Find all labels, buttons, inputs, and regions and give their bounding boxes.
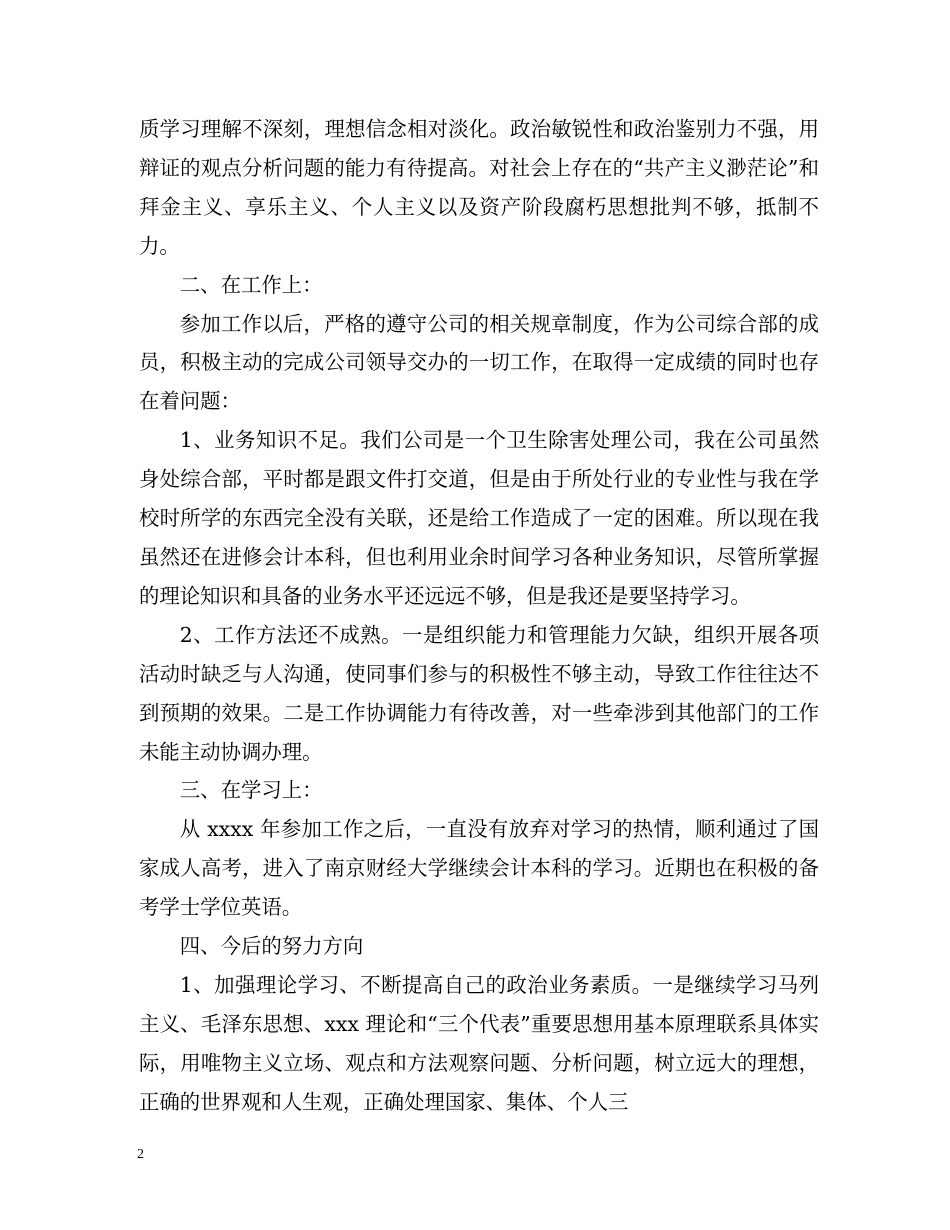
paragraph-study: 从 xxxx 年参加工作之后，一直没有放弃对学习的热情，顺利通过了国家成人高考，进入了南京财经大学继续会计本科的学习。近期也在积极的备考学士学位英语。 bbox=[139, 817, 819, 920]
paragraph-work-intro: 参加工作以后，严格的遵守公司的相关规章制度，作为公司综合部的成员，积极主动的完成公司领导交办的一切工作，在取得一定成绩的同时也存在着问题： bbox=[139, 311, 819, 414]
paragraph-business-knowledge: 1、业务知识不足。我们公司是一个卫生除害处理公司，我在公司虽然身处综合部，平时都是跟文件打交道，但是由于所处行业的专业性与我在学校时所学的东西完全没有关联，还是给工作造成了一定的困难。所以现在我虽然还在进修会计本科，但也利用业余时间学习各种业务知识，尽管所掌握的理论知识和具备的业务水平还远远不够，但是我还是要坚持学习。 bbox=[139, 428, 819, 608]
section-heading-work: 二、在工作上： bbox=[179, 272, 323, 297]
paragraph-1: 质学习理解不深刻，理想信念相对淡化。政治敏锐性和政治鉴别力不强，用辩证的观点分析问题的能力有待提高。对社会上存在的“共产主义渺茫论”和拜金主义、享乐主义、个人主义以及资产阶段腐朽思想批判不够，抵制不力。 bbox=[139, 117, 819, 258]
page-number: 2 bbox=[137, 1147, 144, 1162]
section-heading-future: 四、今后的努力方向 bbox=[179, 934, 364, 959]
section-heading-study: 三、在学习上： bbox=[179, 778, 323, 803]
paragraph-work-methods: 2、工作方法还不成熟。一是组织能力和管理能力欠缺，组织开展各项活动时缺乏与人沟通，使同事们参与的积极性不够主动，导致工作往往达不到预期的效果。二是工作协调能力有待改善，对一些牵涉到其他部门的工作未能主动协调办理。 bbox=[139, 622, 819, 764]
paragraph-future-theory: 1、加强理论学习、不断提高自己的政治业务素质。一是继续学习马列主义、毛泽东思想、xxx 理论和“三个代表”重要思想用基本原理联系具体实际，用唯物主义立场、观点和方法观察问题、分析问题，树立远大的理想，正确的世界观和人生观，正确处理国家、集体、个人三 bbox=[139, 972, 819, 1114]
document-body bbox=[139, 110, 819, 1122]
